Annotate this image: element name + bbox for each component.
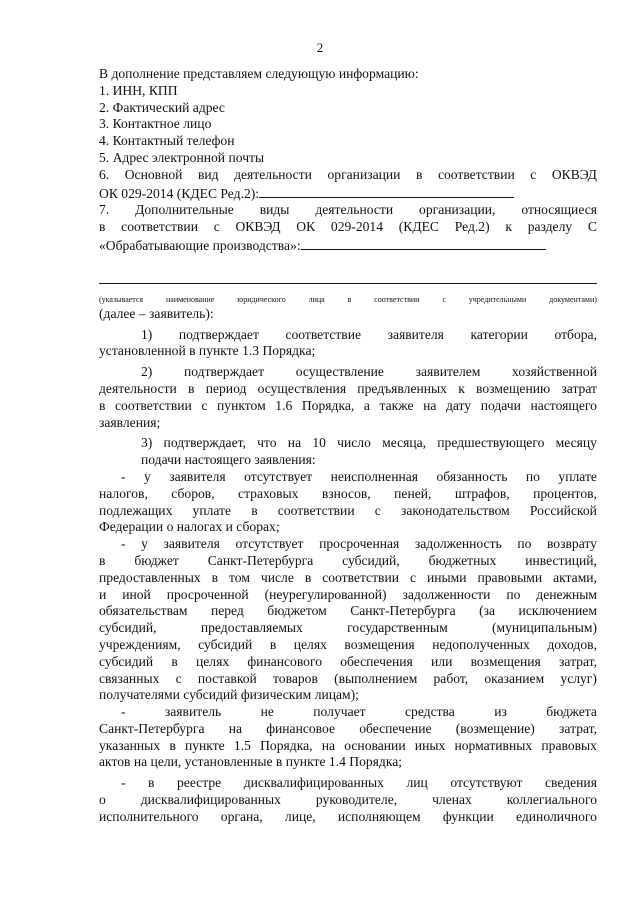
word: разделу: [527, 219, 573, 235]
word: заявителем: [415, 364, 481, 380]
b1-line2: [99, 486, 597, 503]
word: целях: [293, 636, 327, 652]
word: доходов,: [547, 636, 597, 652]
word: Порядка,: [260, 737, 313, 753]
word: органа,: [220, 808, 263, 824]
p3-line2: подачи настоящего заявления:: [141, 452, 316, 468]
word: руководителе,: [315, 792, 398, 808]
word: отсутствуют: [450, 775, 523, 791]
word: иными: [426, 569, 467, 585]
word: налогов,: [99, 485, 148, 501]
word: в: [304, 569, 312, 585]
word: предшествующего: [437, 435, 545, 451]
word: задолженность: [414, 536, 502, 552]
word: дату: [445, 397, 472, 413]
word: пунктом: [217, 397, 266, 413]
word: с: [530, 166, 537, 182]
word: взносов,: [321, 485, 371, 501]
word: в: [171, 653, 178, 669]
word: о: [99, 792, 106, 808]
word: соответствии: [437, 166, 515, 182]
word: уплате: [558, 468, 597, 484]
b3-line1: [99, 704, 597, 721]
word: исполнительного: [99, 808, 199, 824]
org-name-caption: [99, 294, 597, 306]
word: законодательством: [400, 502, 510, 518]
list-item-address: 2. Фактический адрес: [99, 99, 225, 115]
word: оказанием: [484, 670, 545, 686]
word: субсидий: [198, 636, 253, 652]
item7-line1: [99, 202, 597, 219]
word: 1.5: [233, 737, 251, 753]
word: заявителя: [169, 468, 226, 484]
word: (неурегулированной): [264, 586, 387, 602]
word: указанных: [99, 737, 161, 753]
word: лица: [308, 294, 325, 304]
word: по: [525, 468, 540, 484]
b2-line9: [99, 671, 597, 688]
item7-line3: [99, 236, 597, 255]
word: заявителя: [163, 536, 220, 552]
word: товаров: [273, 670, 318, 686]
word: с: [175, 670, 182, 686]
word: отсутствует: [235, 536, 304, 552]
word: 7.: [99, 202, 110, 218]
word: 2): [141, 364, 153, 380]
word: ОК: [296, 219, 316, 235]
word: 1.6: [275, 397, 293, 413]
b2-line2: [99, 553, 597, 570]
word: 029-2014: [330, 219, 384, 235]
word: настоящего: [530, 397, 597, 413]
word: и: [99, 586, 107, 602]
word: из: [494, 704, 507, 720]
word: в: [148, 775, 155, 791]
word: Основной: [124, 166, 183, 182]
p2-line4: заявления;: [99, 414, 161, 430]
word: 3): [141, 435, 153, 451]
p3-line1: [99, 435, 597, 452]
word: бюджет: [134, 552, 179, 568]
word: осуществление: [295, 364, 384, 380]
word: исключением: [518, 603, 597, 619]
word: пункте: [184, 737, 225, 753]
word: правовыми: [477, 569, 543, 585]
word: категории: [470, 326, 528, 342]
word: штрафов,: [454, 485, 510, 501]
word: юридического: [237, 294, 286, 304]
word: инвестиций,: [525, 552, 597, 568]
word: затрат,: [559, 653, 597, 669]
word: иных: [414, 737, 446, 753]
word: иной: [122, 586, 151, 602]
word: бюджетом: [267, 603, 327, 619]
b4-line3: [99, 809, 597, 826]
word: -: [121, 775, 126, 791]
word: в: [347, 294, 352, 304]
word: правовых: [541, 737, 597, 753]
word: (за: [479, 603, 496, 619]
word: возмещения: [344, 636, 415, 652]
word: финансового: [247, 653, 323, 669]
word: функции: [442, 808, 494, 824]
okved-extra-blank: [301, 236, 546, 250]
word: актами,: [553, 569, 597, 585]
word: (возмещение): [455, 720, 535, 736]
word: -: [121, 536, 126, 552]
word: услуг): [560, 670, 597, 686]
word: подтверждает,: [163, 435, 246, 451]
list-item-phone: 4. Контактный телефон: [99, 133, 235, 149]
word: сборов,: [171, 485, 215, 501]
word: коллегиального: [506, 792, 597, 808]
b2-line5: [99, 603, 597, 620]
word: финансовое: [266, 720, 336, 736]
word: основании: [344, 737, 406, 753]
word: в: [415, 166, 423, 182]
page-number: 2: [316, 40, 324, 55]
word: у: [144, 468, 151, 484]
word: подтверждает: [178, 326, 259, 342]
word: -: [121, 704, 126, 720]
p2-line2: [99, 381, 597, 398]
word: Дополнительные: [135, 202, 234, 218]
word: ОКВЭД: [551, 166, 597, 182]
word: том: [229, 569, 250, 585]
word: с: [442, 294, 446, 304]
word: на: [287, 435, 302, 451]
word: Ред.2): [454, 219, 490, 235]
word: вид: [197, 166, 219, 182]
word: просроченная: [319, 536, 400, 552]
word: дисквалифицированных: [140, 792, 281, 808]
word: с: [213, 219, 220, 235]
word: государственным: [347, 620, 448, 636]
word: деятельности: [99, 380, 177, 396]
word: субсидий: [99, 653, 154, 669]
word: уплате: [192, 502, 232, 518]
word: возмещению: [476, 380, 551, 396]
list-item-email: 5. Адрес электронной почты: [99, 149, 265, 165]
word: процентов,: [533, 485, 597, 501]
word: соответствии: [374, 294, 420, 304]
item6-line2: [99, 184, 597, 203]
word: соответствии: [115, 397, 192, 413]
word: реестре: [176, 775, 222, 791]
word: обеспечение: [359, 720, 432, 736]
word: Порядка,: [301, 397, 355, 413]
word: месяца,: [382, 435, 427, 451]
word: также: [379, 397, 414, 413]
p2-line1: [99, 364, 597, 381]
word: 6.: [99, 166, 110, 182]
word: (выполнением: [334, 670, 418, 686]
word: на: [228, 720, 242, 736]
b4-line1: [99, 775, 597, 792]
word: в: [251, 502, 258, 518]
b1-line4: Федерации о налогах и сборах;: [99, 519, 280, 535]
word: на: [423, 397, 437, 413]
word: заявитель: [164, 704, 222, 720]
word: единоличного: [516, 808, 597, 824]
list-item-contact: 3. Контактное лицо: [99, 116, 212, 132]
word: денежным: [536, 586, 597, 602]
word: страховых: [238, 485, 299, 501]
word: связанных: [99, 670, 160, 686]
word: возврату: [546, 536, 597, 552]
word: не: [260, 704, 274, 720]
word: соответствие: [285, 326, 362, 342]
word: к: [458, 380, 465, 396]
word: или: [431, 653, 453, 669]
item6-label: ОК 029-2014 (КДЕС Ред.2):: [99, 185, 260, 201]
word: соответствии: [322, 569, 399, 585]
word: по: [517, 536, 532, 552]
word: в: [188, 380, 195, 396]
p1-line2: установленной в пункте 1.3 Порядка;: [99, 343, 316, 359]
b2-line1: [99, 536, 597, 553]
word: Российской: [529, 502, 597, 518]
list-item-inn: 1. ИНН, КПП: [99, 82, 178, 98]
word: месяцу: [555, 435, 597, 451]
okved-main-blank: [259, 184, 514, 198]
word: 1): [141, 326, 153, 342]
word: обязательствам: [99, 603, 188, 619]
word: ОКВЭД: [235, 219, 281, 235]
word: документами): [549, 294, 597, 304]
word: целях: [196, 653, 230, 669]
word: по: [506, 586, 521, 602]
word: относящиеся: [521, 202, 597, 218]
word: субсидий,: [342, 552, 400, 568]
word: осуществления: [257, 380, 347, 396]
word: отбора,: [554, 326, 597, 342]
word: нормативных: [454, 737, 533, 753]
b3-line2: [99, 721, 597, 738]
word: (муниципальным): [492, 620, 597, 636]
word: подачи: [480, 397, 521, 413]
word: задолженности: [402, 586, 491, 602]
word: неисполненная: [330, 468, 419, 484]
word: в: [99, 397, 106, 413]
word: субсидий,: [99, 620, 157, 636]
b2-line10: получателями субсидий физическим лицам);: [99, 687, 359, 703]
item7-line2: [99, 219, 597, 236]
word: организации,: [419, 202, 496, 218]
b2-line6: [99, 620, 597, 637]
word: с: [374, 502, 381, 518]
word: перед: [210, 603, 244, 619]
word: учредительными: [468, 294, 527, 304]
word: -: [121, 468, 126, 484]
b2-line7: [99, 637, 597, 654]
b1-line3: [99, 503, 597, 520]
intro-text: В дополнение представляем следующую информацию:: [99, 66, 419, 81]
word: наименование: [166, 294, 215, 304]
word: работ,: [433, 670, 469, 686]
word: а: [363, 397, 370, 413]
word: средства: [404, 704, 455, 720]
word: в: [269, 636, 277, 652]
word: лиц: [406, 775, 428, 791]
word: обязанность: [436, 468, 508, 484]
document-body: [99, 66, 597, 826]
p1-line1: [99, 327, 597, 344]
applicant-line: (далее – заявитель):: [99, 305, 214, 321]
word: сведения: [544, 775, 597, 791]
word: что: [257, 435, 277, 451]
word: обеспечения: [340, 653, 413, 669]
item7-label: «Обрабатывающие производства»:: [99, 237, 301, 253]
word: получает: [313, 704, 366, 720]
word: предъявленных: [357, 380, 447, 396]
word: соответствии: [277, 502, 355, 518]
org-name-rule: [99, 283, 597, 284]
word: у: [141, 536, 148, 552]
item6-line1: [99, 167, 597, 184]
b2-line4: [99, 587, 597, 604]
word: виды: [259, 202, 290, 218]
b2-line8: [99, 654, 597, 671]
word: в: [169, 737, 176, 753]
word: бюджетных: [428, 552, 497, 568]
word: деятельности: [315, 202, 394, 218]
word: подлежащих: [99, 502, 173, 518]
word: Санкт-Петербурга: [350, 603, 456, 619]
word: учреждениям,: [99, 636, 181, 652]
word: просроченной: [166, 586, 249, 602]
word: с: [201, 397, 208, 413]
word: возмещения: [470, 653, 541, 669]
word: затрат,: [559, 720, 597, 736]
word: исполняющем: [337, 808, 421, 824]
word: затрат: [561, 380, 597, 396]
word: организации: [327, 166, 401, 182]
b4-line2: [99, 792, 597, 809]
b3-line4: актов на цели, установленные в пункте 1.4 Порядка;: [99, 754, 403, 770]
p2-line3: [99, 398, 597, 415]
word: предоставляемых: [200, 620, 303, 636]
word: период: [205, 380, 247, 396]
word: (КДЕС: [398, 219, 439, 235]
word: пеней,: [394, 485, 432, 501]
b2-line3: [99, 570, 597, 587]
word: дисквалифицированных: [243, 775, 384, 791]
word: (указывается: [99, 294, 144, 304]
word: С: [587, 219, 597, 235]
word: членах: [432, 792, 472, 808]
word: 10: [312, 435, 326, 451]
word: лице,: [284, 808, 316, 824]
word: недополученных: [432, 636, 530, 652]
word: отсутствует: [244, 468, 313, 484]
word: в: [99, 552, 106, 568]
word: на: [321, 737, 336, 753]
word: соответствии: [121, 219, 198, 235]
b3-line3: [99, 738, 597, 755]
word: заявителя: [387, 326, 444, 342]
word: подтверждает: [184, 364, 265, 380]
word: с: [409, 569, 416, 585]
word: к: [505, 219, 512, 235]
word: деятельности: [234, 166, 312, 182]
word: бюджета: [546, 704, 597, 720]
b1-line1: [99, 469, 597, 486]
word: число: [337, 435, 371, 451]
word: Санкт-Петербурга: [207, 552, 314, 568]
word: числе: [260, 569, 294, 585]
word: поставкой: [197, 670, 257, 686]
word: хозяйственной: [512, 364, 597, 380]
word: в: [99, 219, 106, 235]
word: Санкт-Петербурга: [99, 720, 205, 736]
word: предоставленных: [99, 569, 201, 585]
word: в: [211, 569, 219, 585]
